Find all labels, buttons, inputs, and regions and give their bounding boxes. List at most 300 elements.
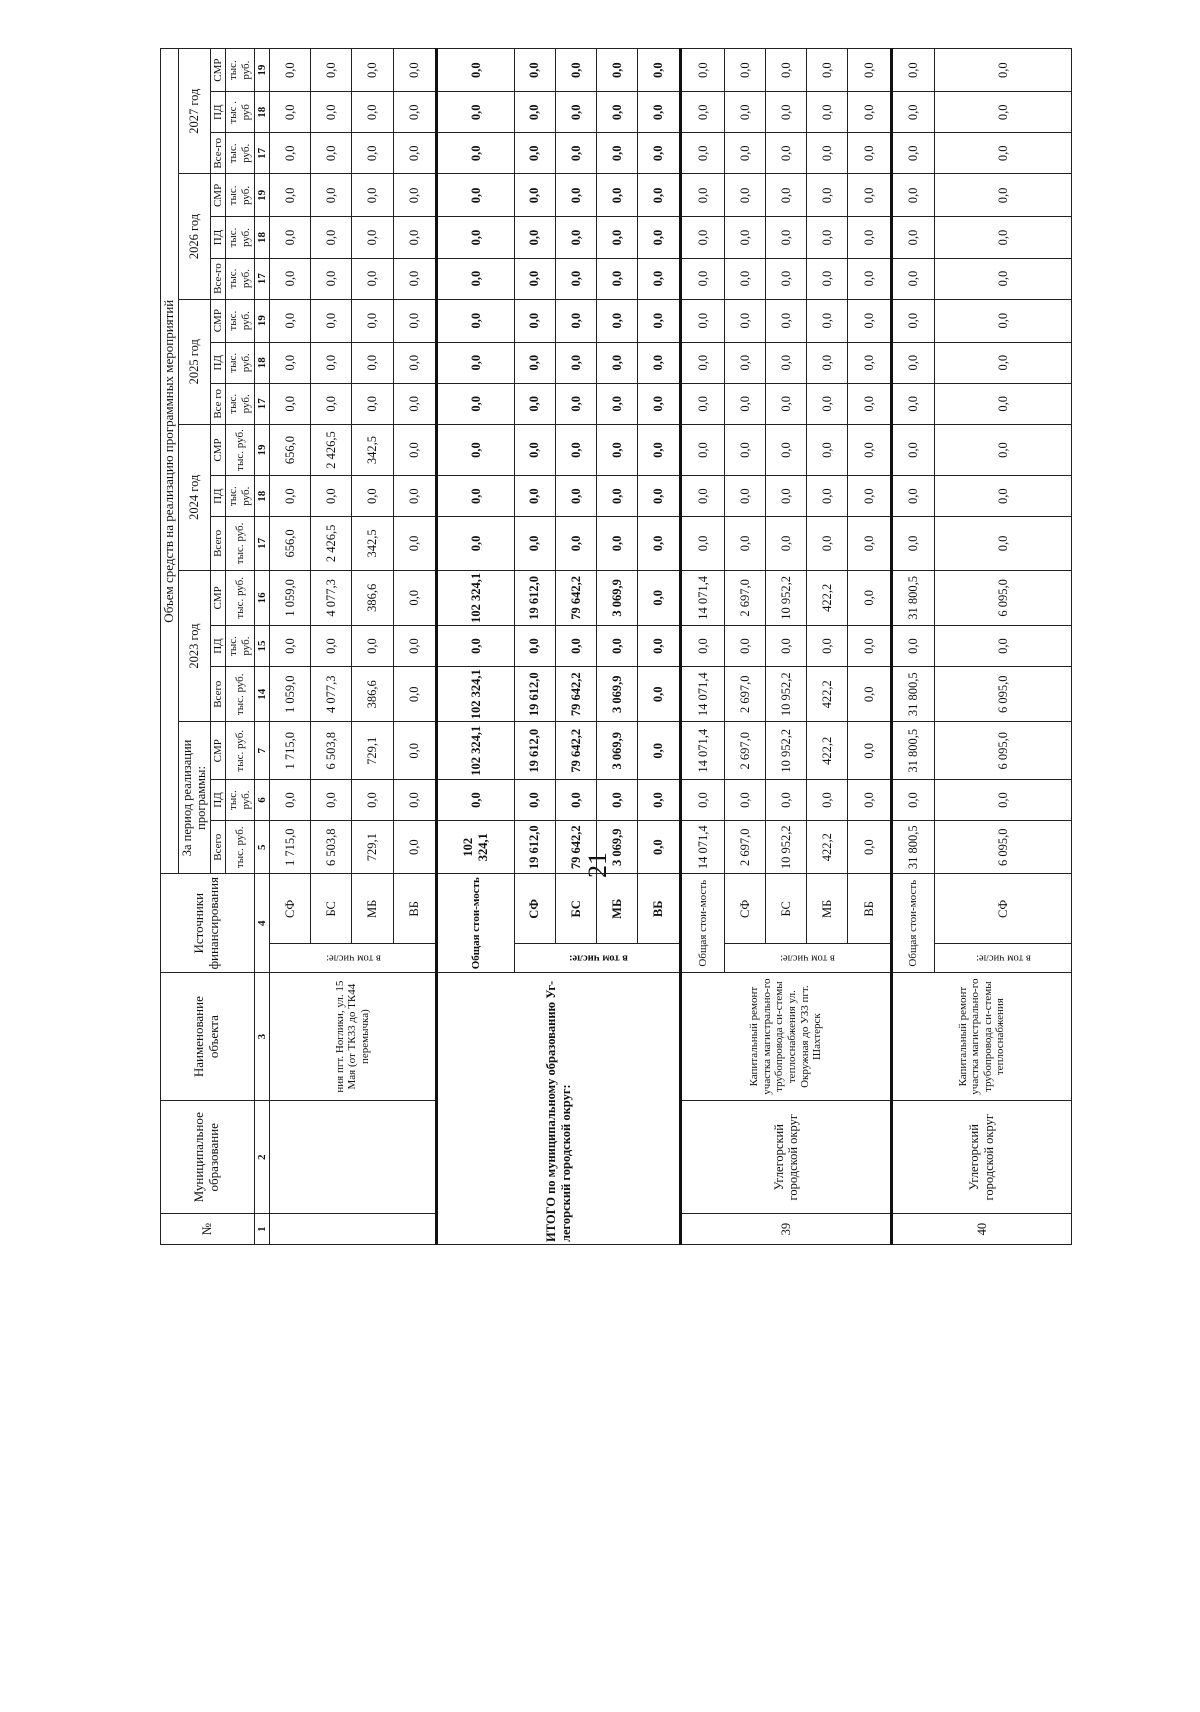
row-municipality: Углегорский городской округ — [891, 1101, 1071, 1214]
value-cell: 2 426,5 — [311, 517, 352, 570]
unit-label: тыс. руб. — [226, 424, 254, 475]
source-code: СФ — [514, 874, 555, 944]
value-cell: 0,0 — [437, 299, 515, 342]
column-number: 5 — [254, 821, 270, 874]
value-cell: 6 503,8 — [311, 722, 352, 779]
column-number: 18 — [254, 217, 270, 258]
value-cell: 0,0 — [724, 342, 765, 383]
header-year-2026: 2026 год — [178, 174, 210, 299]
value-cell: 0,0 — [891, 217, 934, 258]
value-cell: 0,0 — [311, 299, 352, 342]
value-cell: 0,0 — [891, 92, 934, 133]
value-cell: 0,0 — [891, 779, 934, 820]
value-cell: 0,0 — [352, 626, 393, 667]
value-cell: 0,0 — [270, 217, 311, 258]
value-cell: 0,0 — [393, 174, 436, 217]
value-cell: 0,0 — [807, 174, 848, 217]
value-cell: 2 697,0 — [724, 821, 765, 874]
value-cell: 0,0 — [311, 626, 352, 667]
in-that-number-label: в том числе: — [514, 944, 681, 973]
value-cell: 0,0 — [807, 383, 848, 424]
source-code: БС — [765, 874, 806, 944]
value-cell: 0,0 — [848, 722, 891, 779]
source-code: БС — [555, 874, 596, 944]
value-cell: 0,0 — [393, 424, 436, 475]
value-cell: 0,0 — [637, 667, 680, 722]
column-number: 2 — [254, 1101, 270, 1214]
value-cell: 31 800,5 — [891, 570, 934, 625]
value-cell: 0,0 — [352, 342, 393, 383]
table-row — [681, 49, 724, 1245]
value-cell: 0,0 — [311, 779, 352, 820]
value-cell: 3 069,9 — [596, 722, 637, 779]
value-cell: 0,0 — [724, 517, 765, 570]
value-cell: 0,0 — [807, 424, 848, 475]
value-cell: 0,0 — [765, 299, 806, 342]
value-cell: 0,0 — [848, 626, 891, 667]
total-label: ИТОГО по муниципальному образованию Уг-легорский городской округ: — [437, 972, 681, 1244]
value-cell: 0,0 — [514, 383, 555, 424]
value-cell: 0,0 — [637, 722, 680, 779]
value-cell: 0,0 — [555, 779, 596, 820]
subheader-col-total: Всего — [210, 667, 226, 722]
value-cell: 0,0 — [270, 174, 311, 217]
value-cell: 422,2 — [807, 722, 848, 779]
subheader-col-pd: ПД — [210, 626, 226, 667]
row-number: 40 — [891, 1214, 1071, 1245]
value-cell: 0,0 — [848, 92, 891, 133]
value-cell: 1 059,0 — [270, 667, 311, 722]
value-cell: 0,0 — [596, 174, 637, 217]
value-cell: 102 324,1 — [437, 821, 515, 874]
value-cell: 0,0 — [848, 570, 891, 625]
value-cell: 0,0 — [637, 133, 680, 174]
value-cell: 0,0 — [514, 49, 555, 92]
value-cell: 0,0 — [311, 476, 352, 517]
value-cell: 0,0 — [555, 49, 596, 92]
value-cell: 0,0 — [637, 258, 680, 299]
value-cell: 0,0 — [437, 49, 515, 92]
value-cell: 0,0 — [681, 49, 724, 92]
value-cell: 0,0 — [724, 217, 765, 258]
subheader-col-vse-go: Все-го — [210, 258, 226, 299]
value-cell: 79 642,2 — [555, 570, 596, 625]
value-cell: 0,0 — [681, 626, 724, 667]
value-cell: 0,0 — [935, 424, 1072, 475]
column-number: 14 — [254, 667, 270, 722]
value-cell: 0,0 — [848, 299, 891, 342]
value-cell: 0,0 — [311, 383, 352, 424]
value-cell: 0,0 — [765, 383, 806, 424]
unit-label: тыс. руб. — [226, 258, 254, 299]
value-cell: 79 642,2 — [555, 722, 596, 779]
value-cell: 10 952,2 — [765, 667, 806, 722]
header-num: № — [161, 1214, 255, 1245]
value-cell: 0,0 — [393, 92, 436, 133]
value-cell: 0,0 — [724, 49, 765, 92]
value-cell: 6 095,0 — [935, 722, 1072, 779]
value-cell: 14 071,4 — [681, 722, 724, 779]
value-cell: 0,0 — [935, 174, 1072, 217]
value-cell: 0,0 — [848, 49, 891, 92]
value-cell: 6 503,8 — [311, 821, 352, 874]
value-cell: 0,0 — [848, 133, 891, 174]
row-number: 39 — [681, 1214, 891, 1245]
value-cell: 0,0 — [270, 258, 311, 299]
value-cell: 0,0 — [555, 258, 596, 299]
value-cell: 0,0 — [393, 667, 436, 722]
value-cell: 0,0 — [311, 258, 352, 299]
value-cell: 0,0 — [596, 299, 637, 342]
value-cell: 0,0 — [555, 217, 596, 258]
value-cell: 0,0 — [848, 476, 891, 517]
value-cell: 102 324,1 — [437, 570, 515, 625]
value-cell: 0,0 — [352, 476, 393, 517]
value-cell: 19 612,0 — [514, 570, 555, 625]
value-cell: 0,0 — [352, 299, 393, 342]
header-municipality: Муниципальное образование — [161, 1101, 255, 1214]
value-cell: 0,0 — [765, 342, 806, 383]
value-cell: 10 952,2 — [765, 570, 806, 625]
value-cell: 0,0 — [891, 626, 934, 667]
value-cell: 0,0 — [437, 258, 515, 299]
column-number: 17 — [254, 517, 270, 570]
source-code: СФ — [724, 874, 765, 944]
value-cell: 0,0 — [393, 133, 436, 174]
value-cell: 0,0 — [681, 476, 724, 517]
value-cell: 0,0 — [724, 626, 765, 667]
value-cell: 0,0 — [681, 517, 724, 570]
column-number: 17 — [254, 383, 270, 424]
value-cell: 386,6 — [352, 667, 393, 722]
value-cell: 0,0 — [596, 779, 637, 820]
column-number: 19 — [254, 49, 270, 92]
value-cell: 0,0 — [555, 626, 596, 667]
value-cell: 0,0 — [765, 626, 806, 667]
subheader-col-smr: СМР — [210, 299, 226, 342]
value-cell: 0,0 — [935, 49, 1072, 92]
column-number: 19 — [254, 299, 270, 342]
source-total: Общая стои-мость — [681, 874, 724, 973]
value-cell: 0,0 — [393, 258, 436, 299]
value-cell: 0,0 — [807, 517, 848, 570]
value-cell: 0,0 — [437, 342, 515, 383]
value-cell: 0,0 — [848, 821, 891, 874]
subheader-col-smr: СМР — [210, 722, 226, 779]
value-cell: 0,0 — [724, 424, 765, 475]
unit-label: тыс. руб. — [226, 217, 254, 258]
value-cell: 0,0 — [352, 133, 393, 174]
column-number: 18 — [254, 476, 270, 517]
value-cell: 656,0 — [270, 424, 311, 475]
column-number: 16 — [254, 570, 270, 625]
value-cell: 0,0 — [596, 133, 637, 174]
value-cell: 2 697,0 — [724, 722, 765, 779]
in-that-number-label: в том числе: — [935, 944, 1072, 973]
value-cell: 0,0 — [514, 342, 555, 383]
value-cell: 0,0 — [437, 217, 515, 258]
value-cell: 0,0 — [311, 49, 352, 92]
subheader-col-vse-go-2025: Все го — [210, 383, 226, 424]
column-number: 18 — [254, 342, 270, 383]
value-cell: 0,0 — [848, 217, 891, 258]
value-cell: 0,0 — [724, 133, 765, 174]
value-cell: 0,0 — [935, 626, 1072, 667]
value-cell: 0,0 — [681, 779, 724, 820]
value-cell: 3 069,9 — [596, 570, 637, 625]
value-cell: 0,0 — [270, 92, 311, 133]
value-cell: 1 059,0 — [270, 570, 311, 625]
value-cell: 0,0 — [311, 342, 352, 383]
source-code: БС — [311, 874, 352, 944]
value-cell: 0,0 — [681, 217, 724, 258]
value-cell: 0,0 — [352, 383, 393, 424]
value-cell: 0,0 — [637, 383, 680, 424]
subheader-col-smr: СМР — [210, 174, 226, 217]
value-cell: 3 069,9 — [596, 821, 637, 874]
header-year-2023: 2023 год — [178, 570, 210, 722]
unit-label: тыс. руб. — [226, 667, 254, 722]
value-cell: 0,0 — [311, 174, 352, 217]
value-cell: 2 426,5 — [311, 424, 352, 475]
value-cell: 0,0 — [555, 342, 596, 383]
value-cell: 0,0 — [637, 821, 680, 874]
value-cell: 0,0 — [848, 424, 891, 475]
value-cell: 0,0 — [681, 174, 724, 217]
value-cell: 0,0 — [935, 133, 1072, 174]
unit-label: тыс. руб. — [226, 49, 254, 92]
source-code: МБ — [807, 874, 848, 944]
page-number: 21 — [583, 852, 612, 878]
value-cell: 0,0 — [437, 383, 515, 424]
unit-label: тыс. руб. — [226, 342, 254, 383]
value-cell: 0,0 — [514, 299, 555, 342]
value-cell: 0,0 — [514, 779, 555, 820]
value-cell: 0,0 — [681, 383, 724, 424]
value-cell: 31 800,5 — [891, 821, 934, 874]
value-cell: 0,0 — [437, 779, 515, 820]
table-row — [437, 49, 515, 1245]
value-cell: 0,0 — [724, 299, 765, 342]
value-cell: 0,0 — [352, 779, 393, 820]
value-cell: 0,0 — [891, 476, 934, 517]
unit-label: тыс. руб. — [226, 722, 254, 779]
value-cell: 0,0 — [891, 517, 934, 570]
value-cell: 0,0 — [765, 424, 806, 475]
subheader-col-total: Всего — [210, 517, 226, 570]
value-cell: 0,0 — [637, 626, 680, 667]
value-cell: 0,0 — [637, 424, 680, 475]
value-cell: 0,0 — [393, 217, 436, 258]
subheader-col-total: Всего — [210, 821, 226, 874]
unit-label: тыс. руб. — [226, 174, 254, 217]
header-object: Наименование объекта — [161, 972, 255, 1100]
value-cell: 0,0 — [891, 299, 934, 342]
value-cell: 0,0 — [270, 779, 311, 820]
header-volume: Объем средств на реализацию программных мероприятий — [161, 49, 179, 874]
value-cell: 0,0 — [765, 92, 806, 133]
unit-label: тыс. руб. — [226, 517, 254, 570]
value-cell: 0,0 — [637, 49, 680, 92]
value-cell: 0,0 — [270, 299, 311, 342]
unit-label: тыс . руб — [226, 92, 254, 133]
value-cell: 0,0 — [848, 667, 891, 722]
value-cell: 0,0 — [935, 383, 1072, 424]
value-cell: 0,0 — [596, 383, 637, 424]
value-cell: 0,0 — [437, 424, 515, 475]
value-cell: 0,0 — [352, 258, 393, 299]
value-cell: 19 612,0 — [514, 821, 555, 874]
source-total: Общая стои-мость — [891, 874, 934, 973]
value-cell: 0,0 — [514, 174, 555, 217]
value-cell: 79 642,2 — [555, 821, 596, 874]
funding-table-rotated — [160, 48, 1072, 1245]
value-cell: 0,0 — [724, 383, 765, 424]
source-total: Общая стои-мость — [437, 874, 515, 973]
value-cell: 0,0 — [681, 258, 724, 299]
column-number: 15 — [254, 626, 270, 667]
value-cell: 0,0 — [270, 133, 311, 174]
value-cell: 0,0 — [891, 424, 934, 475]
value-cell: 19 612,0 — [514, 667, 555, 722]
row-object: Капитальный ремонт участка магистрально-го трубопровода си-стемы теплоснабжения ул. Окружная до УЗ3 пгт. Шахтерск — [681, 972, 891, 1100]
value-cell: 0,0 — [807, 299, 848, 342]
funding-table — [160, 48, 1072, 1245]
value-cell: 0,0 — [637, 779, 680, 820]
value-cell: 0,0 — [393, 517, 436, 570]
value-cell: 0,0 — [724, 174, 765, 217]
value-cell: 10 952,2 — [765, 821, 806, 874]
subheader-col-pd: ПД — [210, 779, 226, 820]
value-cell: 0,0 — [555, 133, 596, 174]
value-cell: 0,0 — [807, 217, 848, 258]
value-cell: 0,0 — [637, 92, 680, 133]
value-cell: 102 324,1 — [437, 667, 515, 722]
source-code: ВБ — [848, 874, 891, 944]
row-municipality — [270, 1101, 437, 1214]
value-cell: 2 697,0 — [724, 570, 765, 625]
value-cell: 0,0 — [637, 517, 680, 570]
value-cell: 0,0 — [765, 49, 806, 92]
value-cell: 0,0 — [437, 92, 515, 133]
value-cell: 2 697,0 — [724, 667, 765, 722]
value-cell: 0,0 — [765, 476, 806, 517]
value-cell: 0,0 — [848, 342, 891, 383]
header-period: За период реализации программы: — [178, 722, 210, 874]
value-cell: 0,0 — [807, 342, 848, 383]
value-cell: 0,0 — [848, 258, 891, 299]
column-number: 19 — [254, 174, 270, 217]
value-cell: 0,0 — [393, 342, 436, 383]
subheader-col-pd: ПД — [210, 476, 226, 517]
subheader-col-smr: СМР — [210, 424, 226, 475]
value-cell: 0,0 — [555, 476, 596, 517]
value-cell: 0,0 — [935, 258, 1072, 299]
value-cell: 0,0 — [637, 570, 680, 625]
column-number: 17 — [254, 133, 270, 174]
value-cell: 0,0 — [724, 779, 765, 820]
column-number: 18 — [254, 92, 270, 133]
value-cell: 0,0 — [514, 476, 555, 517]
value-cell: 102 324,1 — [437, 722, 515, 779]
source-code: МБ — [352, 874, 393, 944]
column-number: 1 — [254, 1214, 270, 1245]
value-cell: 0,0 — [437, 626, 515, 667]
value-cell: 0,0 — [891, 174, 934, 217]
value-cell: 0,0 — [393, 821, 436, 874]
value-cell: 14 071,4 — [681, 667, 724, 722]
value-cell: 0,0 — [270, 342, 311, 383]
value-cell: 0,0 — [514, 626, 555, 667]
table-row — [270, 49, 311, 1245]
value-cell: 0,0 — [637, 342, 680, 383]
value-cell: 0,0 — [352, 49, 393, 92]
value-cell: 0,0 — [848, 383, 891, 424]
value-cell: 0,0 — [935, 517, 1072, 570]
value-cell: 422,2 — [807, 570, 848, 625]
value-cell: 0,0 — [724, 476, 765, 517]
value-cell: 0,0 — [270, 626, 311, 667]
value-cell: 0,0 — [596, 342, 637, 383]
value-cell: 14 071,4 — [681, 821, 724, 874]
source-code: МБ — [596, 874, 637, 944]
value-cell: 0,0 — [352, 92, 393, 133]
value-cell: 0,0 — [596, 217, 637, 258]
value-cell: 0,0 — [807, 476, 848, 517]
value-cell: 0,0 — [596, 258, 637, 299]
column-number: 7 — [254, 722, 270, 779]
subheader-col-smr: СМР — [210, 570, 226, 625]
value-cell: 0,0 — [352, 174, 393, 217]
column-number-row — [254, 49, 270, 1245]
value-cell: 0,0 — [765, 779, 806, 820]
subheader-col-vse-go: Все-го — [210, 133, 226, 174]
column-number: 3 — [254, 972, 270, 1100]
value-cell: 656,0 — [270, 517, 311, 570]
value-cell: 0,0 — [311, 133, 352, 174]
value-cell: 0,0 — [393, 779, 436, 820]
value-cell: 6 095,0 — [935, 821, 1072, 874]
value-cell: 0,0 — [555, 92, 596, 133]
value-cell: 0,0 — [724, 92, 765, 133]
value-cell: 0,0 — [637, 217, 680, 258]
value-cell: 4 077,3 — [311, 667, 352, 722]
value-cell: 342,5 — [352, 424, 393, 475]
value-cell: 19 612,0 — [514, 722, 555, 779]
value-cell: 0,0 — [596, 517, 637, 570]
unit-label: тыс. руб. — [226, 570, 254, 625]
value-cell: 729,1 — [352, 821, 393, 874]
value-cell: 0,0 — [681, 92, 724, 133]
value-cell: 0,0 — [724, 258, 765, 299]
value-cell: 0,0 — [891, 133, 934, 174]
value-cell: 0,0 — [891, 49, 934, 92]
value-cell: 0,0 — [681, 424, 724, 475]
unit-label: тыс. руб. — [226, 299, 254, 342]
value-cell: 0,0 — [393, 49, 436, 92]
value-cell: 1 715,0 — [270, 821, 311, 874]
column-number: 17 — [254, 258, 270, 299]
row-number — [270, 1214, 437, 1245]
value-cell: 0,0 — [807, 258, 848, 299]
unit-label: тыс. руб. — [226, 821, 254, 874]
row-object: ния пгт. Ноглики, ул. 15 Мая (от ТК33 до ТК44 перемычка) — [270, 972, 437, 1100]
value-cell: 0,0 — [596, 626, 637, 667]
value-cell: 0,0 — [514, 217, 555, 258]
value-cell: 0,0 — [514, 517, 555, 570]
row-municipality: Углегорский городской округ — [681, 1101, 891, 1214]
value-cell: 0,0 — [596, 476, 637, 517]
